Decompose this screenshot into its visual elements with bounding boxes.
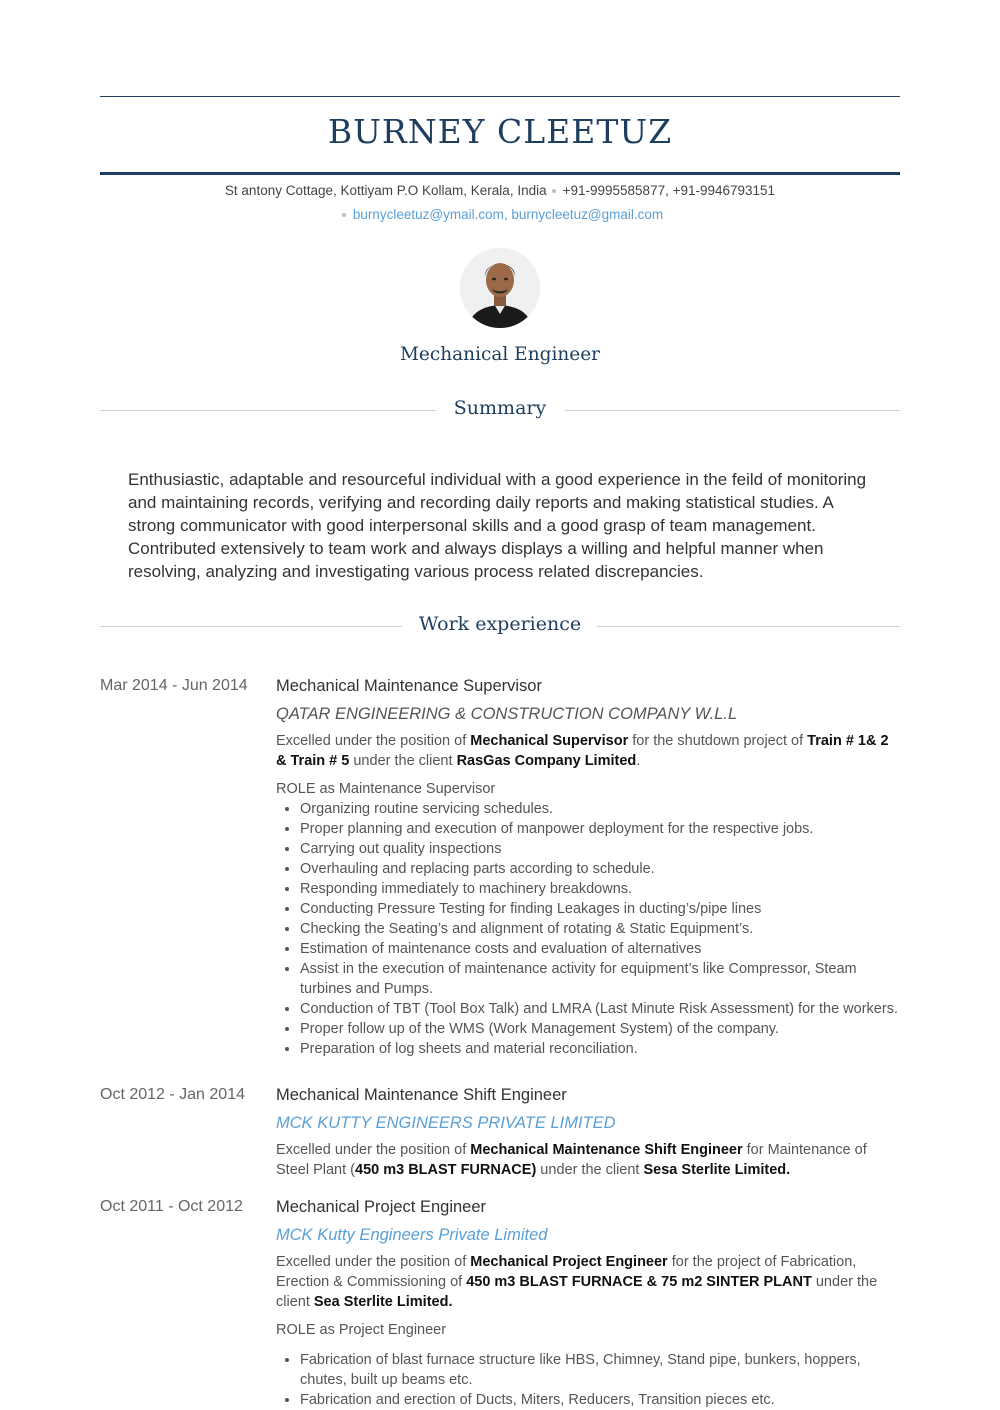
list-item: • Proper follow up of the WMS (Work Management System) of the company. bbox=[300, 1019, 900, 1039]
work-section-header bbox=[100, 613, 900, 639]
desc-bold: Train # 1& 2 & Train # 5 bbox=[276, 733, 889, 769]
list-item: • Responding immediately to machinery breakdowns. bbox=[300, 879, 900, 899]
desc-bold: 450 m3 BLAST FURNACE) bbox=[355, 1162, 537, 1178]
job-position: Mechanical Maintenance Shift Engineer bbox=[276, 1086, 567, 1104]
job-dates: Mar 2014 - Jun 2014 bbox=[100, 677, 248, 694]
section-title: Work experience bbox=[418, 613, 582, 635]
job-entry bbox=[276, 1196, 900, 1410]
job-dates: Oct 2012 - Jan 2014 bbox=[100, 1086, 245, 1103]
desc-text: for Maintenance of Steel Plant ( bbox=[276, 1142, 867, 1178]
person-photo-icon bbox=[460, 248, 540, 328]
list-item: • Preparation of log sheets and material reconciliation. bbox=[300, 1039, 900, 1059]
duties-list bbox=[276, 799, 900, 1059]
desc-text: under the client bbox=[276, 1274, 878, 1310]
role-heading: ROLE as Project Engineer bbox=[276, 1322, 447, 1338]
job-dates: Oct 2011 - Oct 2012 bbox=[100, 1198, 243, 1215]
job-entry bbox=[276, 675, 900, 1059]
address-text: St antony Cottage, Kottiyam P.O Kollam, Kerala, India bbox=[224, 183, 547, 198]
desc-text: Excelled under the position of bbox=[276, 1254, 471, 1270]
desc-text: Excelled under the position of bbox=[276, 1142, 471, 1158]
list-item: • Conducting Pressure Testing for finding Leakages in ducting’s/pipe lines bbox=[300, 899, 900, 919]
headline-title: Mechanical Engineer bbox=[399, 344, 601, 365]
job-description bbox=[276, 731, 900, 771]
desc-bold: Mechanical Project Engineer bbox=[470, 1254, 668, 1270]
desc-text: for the project of Fabrication, Erection & Commissioning of bbox=[276, 1254, 857, 1290]
desc-bold: Mechanical Maintenance Shift Engineer bbox=[470, 1142, 743, 1158]
desc-bold: RasGas Company Limited bbox=[456, 753, 637, 769]
email-link[interactable]: burnycleetuz@ymail.com, burnycleetuz@gmail.com bbox=[352, 207, 664, 222]
desc-bold: Sesa Sterlite Limited. bbox=[643, 1162, 791, 1178]
desc-text: for the shutdown project of bbox=[628, 733, 808, 749]
separator-dot bbox=[342, 213, 346, 217]
list-item: • Proper planning and execution of manpower deployment for the respective jobs. bbox=[300, 819, 900, 839]
desc-bold: Mechanical Supervisor bbox=[470, 733, 629, 749]
desc-text: Excelled under the position of bbox=[276, 733, 471, 749]
summary-section-header bbox=[100, 397, 900, 423]
job-position: Mechanical Project Engineer bbox=[276, 1198, 487, 1216]
company-name: QATAR ENGINEERING & CONSTRUCTION COMPANY W.L.L bbox=[276, 705, 738, 723]
summary-text: Enthusiastic, adaptable and resourceful individual with a good experience in the feild of monitoring and maintaining records, verifying and recording daily reports and making statistical studies. A strong communicator with good interpersonal skills and a good grasp of team management. Contributed extensively to team work and always displays a willing and helpful manner when resolving, analyzing and investigating various process related discrepancies. bbox=[128, 470, 867, 581]
job-entry bbox=[276, 1084, 900, 1180]
candidate-name: BURNEY CLEETUZ bbox=[327, 112, 673, 151]
duties-list bbox=[276, 1350, 900, 1410]
separator-dot bbox=[552, 189, 556, 193]
company-link[interactable]: MCK KUTTY ENGINEERS PRIVATE LIMITED bbox=[276, 1114, 616, 1132]
desc-text: under the client bbox=[536, 1162, 644, 1178]
phone-text: +91-9995585877, +91-9946793151 bbox=[562, 183, 776, 198]
list-item: • Organizing routine servicing schedules. bbox=[300, 799, 900, 819]
list-item: • Carrying out quality inspections bbox=[300, 839, 900, 859]
list-item: • Checking the Seating’s and alignment of rotating & Static Equipment’s. bbox=[300, 919, 900, 939]
list-item: • Conduction of TBT (Tool Box Talk) and LMRA (Last Minute Risk Assessment) for the workers. bbox=[300, 999, 900, 1019]
company-link[interactable]: MCK Kutty Engineers Private Limited bbox=[276, 1226, 548, 1244]
profile-photo bbox=[460, 248, 540, 328]
role-heading: ROLE as Maintenance Supervisor bbox=[276, 781, 496, 797]
header-top-rule bbox=[100, 96, 900, 97]
header-bottom-rule bbox=[100, 172, 900, 175]
desc-bold: Sea Sterlite Limited. bbox=[313, 1294, 453, 1310]
desc-text: under the client bbox=[349, 753, 457, 769]
list-item: • Overhauling and replacing parts according to schedule. bbox=[300, 859, 900, 879]
list-item: • Fabrication and erection of Ducts, Miters, Reducers, Transition pieces etc. bbox=[300, 1390, 900, 1410]
job-description bbox=[276, 1252, 900, 1312]
list-item: • Assist in the execution of maintenance activity for equipment’s like Compressor, Steam turbines and Pumps. bbox=[300, 959, 900, 999]
section-title: Summary bbox=[453, 397, 547, 419]
list-item: • Estimation of maintenance costs and evaluation of alternatives bbox=[300, 939, 900, 959]
list-item: • Fabrication of blast furnace structure like HBS, Chimney, Stand pipe, bunkers, hoppers, chutes, built up beams etc. bbox=[300, 1350, 900, 1390]
contact-line bbox=[100, 183, 900, 198]
desc-text: . bbox=[636, 753, 641, 769]
desc-bold: 450 m3 BLAST FURNACE & 75 m2 SINTER PLANT bbox=[466, 1274, 812, 1290]
job-position: Mechanical Maintenance Supervisor bbox=[276, 677, 542, 695]
job-description bbox=[276, 1140, 900, 1180]
email-line bbox=[100, 207, 900, 222]
